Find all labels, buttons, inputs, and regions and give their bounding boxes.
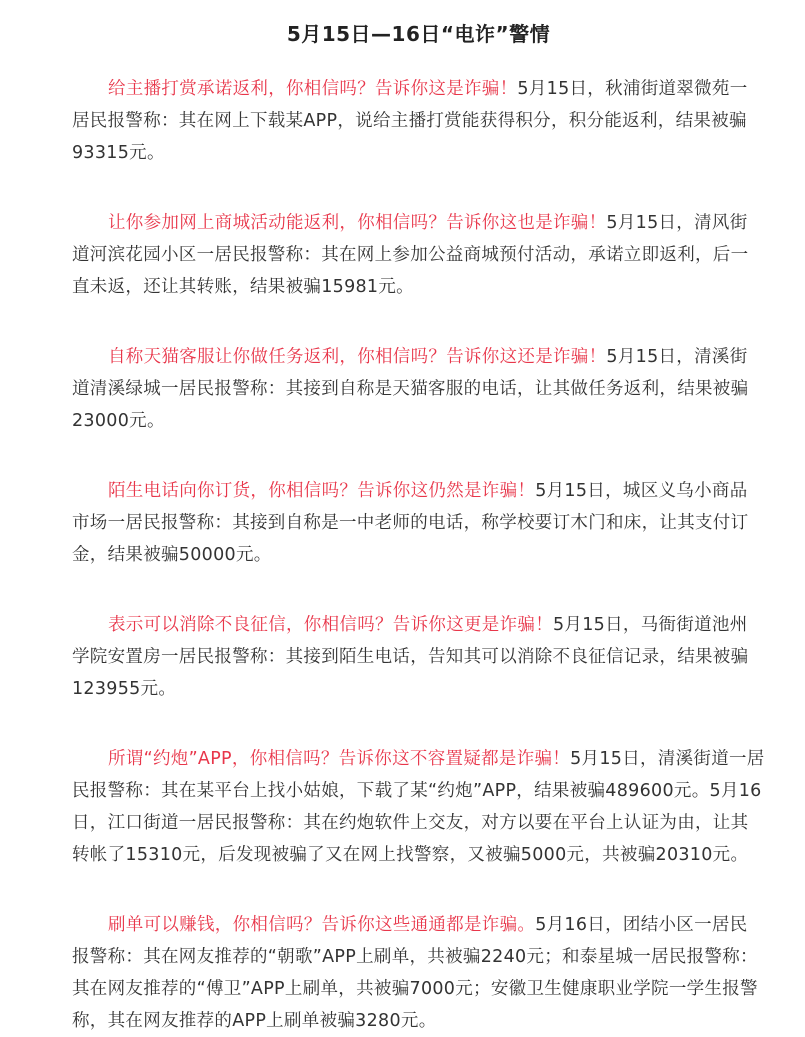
incident-body: 5月15日，秋浦街道翠微苑一居民报警称：其在网上下载某APP，说给主播打赏能获得积分，积分能返利，结果被骗93315元。 [72, 79, 748, 163]
incident-paragraph [72, 743, 765, 871]
warning-highlight: 自称天猫客服让你做任务返利，你相信吗？告诉你这还是诈骗！ [108, 347, 607, 367]
warning-highlight: 给主播打赏承诺返利，你相信吗？告诉你这是诈骗！ [108, 79, 518, 99]
incident-paragraph [72, 909, 765, 1037]
incident-body: 5月15日，城区义乌小商品市场一居民报警称：其接到自称是一中老师的电话，称学校要订木门和床，让其支付订金，结果被骗50000元。 [72, 481, 749, 565]
incident-body: 5月15日，马衙街道池州学院安置房一居民报警称：其接到陌生电话，告知其可以消除不良征信记录，结果被骗123955元。 [72, 615, 749, 699]
incident-paragraph [72, 73, 765, 169]
incident-paragraph [72, 475, 765, 571]
incident-body: 5月15日，清溪街道一居民报警称：其在某平台上找小姑娘，下载了某“约炮”APP，结果被骗489600元。5月16日，江口街道一居民报警称：其在约炮软件上交友，对方以要在平台上认证为由，让其转帐了15310元，后发现被骗了又在网上找警察，又被骗5000元，共被骗20310元。 [72, 749, 765, 865]
incident-paragraph [72, 207, 765, 303]
incident-body: 5月15日，清溪街道清溪绿城一居民报警称：其接到自称是天猫客服的电话，让其做任务返利，结果被骗23000元。 [72, 347, 749, 431]
article-title: 5月15日—16日“电诈”警情 [286, 22, 551, 46]
incident-body: 5月15日，清风街道河滨花园小区一居民报警称：其在网上参加公益商城预付活动，承诺立即返利，后一直未返，还让其转账，结果被骗15981元。 [72, 213, 749, 297]
incident-body: 5月16日，团结小区一居民报警称：其在网友推荐的“朝歌”APP上刷单，共被骗2240元；和泰星城一居民报警称：其在网友推荐的“傅卫”APP上刷单，共被骗7000元；安徽卫生健康职业学院一学生报警称，其在网友推荐的APP上刷单被骗3280元。 [72, 915, 758, 1031]
warning-highlight: 陌生电话向你订货，你相信吗？告诉你这仍然是诈骗！ [108, 481, 536, 501]
incident-paragraph [72, 609, 765, 705]
warning-highlight: 表示可以消除不良征信，你相信吗？告诉你这更是诈骗！ [108, 615, 553, 635]
warning-highlight: 刷单可以赚钱，你相信吗？告诉你这些通通都是诈骗。 [108, 915, 536, 935]
warning-highlight: 让你参加网上商城活动能返利，你相信吗？告诉你这也是诈骗！ [108, 213, 607, 233]
incident-paragraph [72, 341, 765, 437]
warning-highlight: 所谓“约炮”APP，你相信吗？告诉你这不容置疑都是诈骗！ [108, 749, 571, 769]
